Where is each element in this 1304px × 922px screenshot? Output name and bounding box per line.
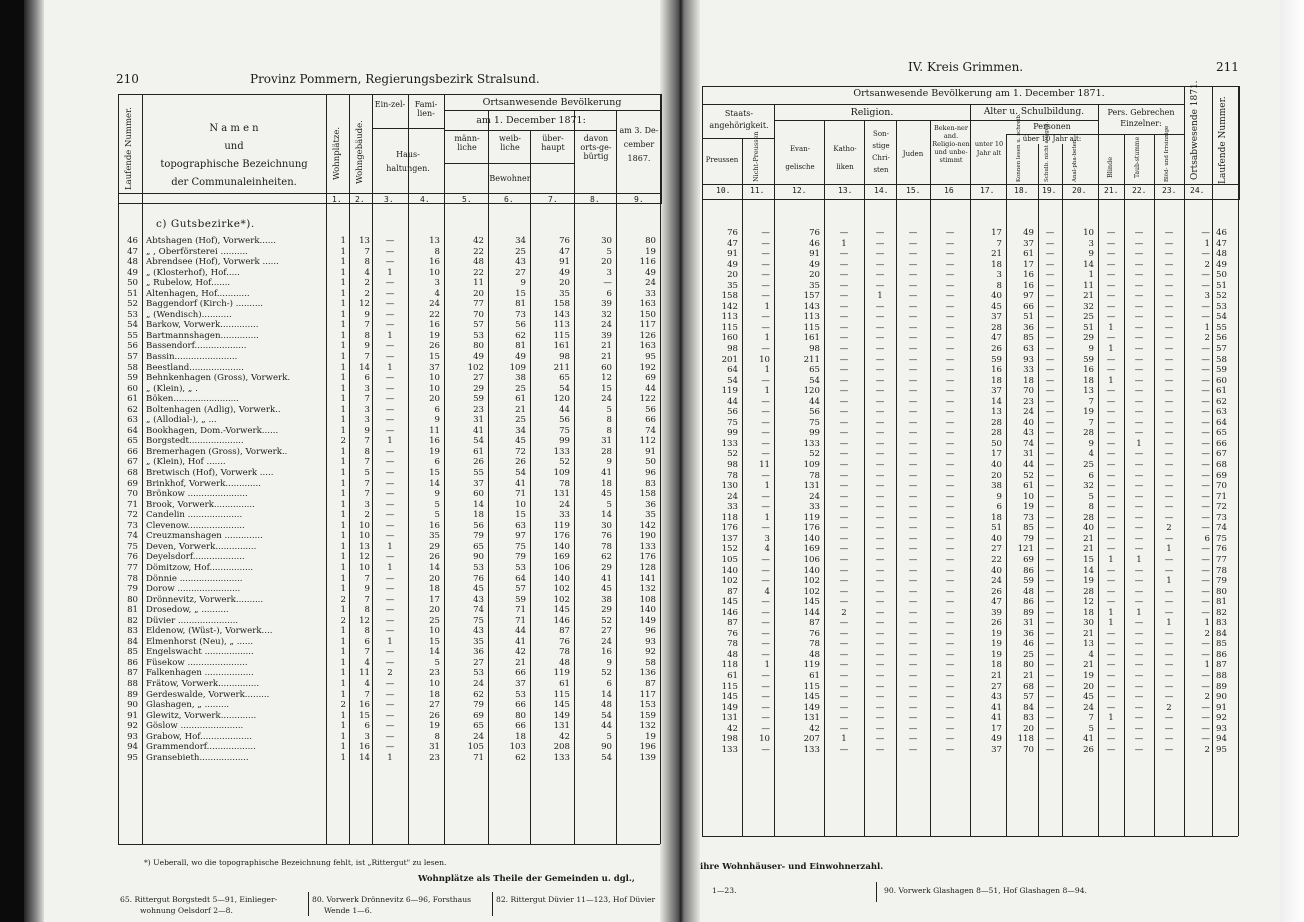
col-analph: 10 3 9 14 1 11 21 32 25 51 29 9 59 16 18 13 7 19 7 28 9 4 25 6 32 5 8 28 40 21 21 15 14 19 28 12 18 30 21 13 4 21 19 20 45 24 7 5 41 26 (1083, 228, 1094, 755)
col-taubstumme: — — — — — — — — — — — — — — — — — — — — 1 — — — — — — — — — — 1 — — — — 1 — — — — — — — — — — — — — (1134, 228, 1144, 755)
col-familien: 13 8 16 10 3 4 24 22 16 19 26 15 37 10 10 20 6 9 11 16 19 6 15 14 9 5 5 16 35 29 26 14 20 18 17 20 25 10 15 14 5 23 10 18 27 26 19 8 31 23 (429, 236, 440, 763)
col-blinde: — — — — — — — — — 1 — 1 — — 1 — — — — — — — — — — — — — — — — 1 — — — — 1 1 — — — — — — — — 1 — — — (1106, 228, 1116, 755)
kath-header: Katho-liken (833, 145, 857, 171)
left-colnum-5: 5. (462, 195, 472, 204)
evang-header: Evan-gelische (785, 145, 815, 171)
col-schulb: — — — — — — — — — — — — — — — — — — — — — — — — — — — — — — — — — — — — — — — — — — — — — — — — — — (1045, 228, 1055, 755)
haushalt-header: Haus-haltungen. (386, 150, 430, 173)
col-weibl: 34 25 43 27 9 15 81 73 56 62 81 49 109 38 25 61 21 25 34 45 72 26 54 41 71 10 15 63 97 75 79 53 64 57 59 71 71 44 41 42 21 66 37 53 66 80 66 18 103 62 (509, 236, 526, 763)
col-juden: — — — — — — — — — — — — — — — — — — — — — — — — — — — — — — — — — — — — — — — — — — — — — — — — — — (908, 228, 918, 755)
right-row-numbers: 46 47 48 49 50 51 52 53 54 55 56 57 58 59 60 61 62 63 64 65 66 67 68 69 70 71 72 73 74 75 76 77 78 79 80 81 82 83 84 85 86 87 88 89 90 91 92 93 94 95 (1216, 228, 1227, 755)
weibl-header: weib-liche (499, 134, 521, 152)
right-colnum-18: 18. (1014, 186, 1029, 195)
sonstige-header: Son-stige Chri-sten (872, 130, 890, 174)
right-bottom-note-2: 90. Vorwerk Glashagen 8—51, Hof Glashagen 8—94. (884, 886, 1087, 895)
bewohner-header: Bewohner (489, 174, 531, 183)
bekenner-header: Beken-ner and. Religio-nen und unbe-stimmt (932, 124, 970, 164)
page-edge (1280, 0, 1304, 922)
bottom-note-2: 80. Vorwerk Drönnevitz 6—96, Forsthaus (312, 895, 471, 904)
ueber10-header: über 10 Jahr alt: (1022, 135, 1082, 143)
left-colnum-4: 4. (420, 195, 430, 204)
col-wohngebaeude: 13 7 8 4 2 2 12 9 7 8 9 7 14 6 3 7 3 3 9 7 8 7 5 7 7 3 2 10 10 13 12 10 7 9 7 8 12 8 6 7 4 11 4 7 16 15 6 3 16 14 (359, 236, 370, 763)
nicht-preussen-header: Nicht-Preussen (752, 131, 760, 182)
col-evangelische: 76 46 91 49 20 35 157 143 113 115 161 98 211 65 54 120 44 56 75 99 133 52 109 78 131 24 33 119 176 140 169 106 140 102 102 145 144 87 76 78 48 119 61 115 145 149 131 42 207 133 (803, 228, 820, 755)
left-row-numbers: 46 47 48 49 50 51 52 53 54 55 56 57 58 59 60 61 62 63 64 65 66 67 68 69 70 71 72 73 74 75 76 77 78 79 80 81 82 83 84 85 86 87 88 89 90 91 92 93 94 95 (127, 236, 138, 763)
maennl-header: männ-liche (454, 134, 480, 152)
personen-header: Personen (1033, 122, 1071, 131)
right-colnum-13: 13. (838, 186, 853, 195)
col-ortsabwesende: — 1 — 2 — — 3 — — 1 2 — — — — — — — — — — — — — — — — — — 6 — — — — — — — 1 2 — — 1 — — 2 — — — — 2 (1201, 228, 1210, 755)
bottom-note-2b: Wende 1—6. (324, 906, 373, 915)
col-einzel: — — — 1 — — — — — 1 — — 1 — — — — — — 1 — — — — — — — — — 1 — 1 — — — — — — 1 — — 2 — — — — — — — 1 (385, 236, 395, 763)
right-top-note: ihre Wohnhäuser- und Einwohnerzahl. (700, 862, 884, 872)
right-colnum-17: 17. (980, 186, 995, 195)
right-colnum-22: 22. (1132, 186, 1147, 195)
preussen-header: Preussen (705, 156, 739, 164)
bloed-header: Blöd- und Irrsinnige (1164, 125, 1170, 182)
right-page-number: 211 (1216, 60, 1239, 74)
ortsabw-header: Ortsabwesende 1871. (1190, 80, 1200, 180)
bottom-note-1b: wohnung Oelsdorf 2—8. (140, 906, 233, 915)
unter10-header: unter 10 Jahr alt (974, 140, 1004, 157)
alter-header: Alter u. Schulbildung. (983, 107, 1085, 117)
right-colnum-16: 16 (944, 186, 954, 195)
right-colnum-10: 10. (716, 186, 731, 195)
blinde-header: Blinde (1106, 156, 1114, 178)
left-colnum-6: 6. (504, 195, 514, 204)
section-title: c) Gutsbezirke*). (156, 218, 255, 230)
religion-header: Religion. (850, 107, 894, 118)
juden-header: Juden (902, 150, 924, 158)
right-laufende-header: Laufende Nummer. (1218, 96, 1228, 184)
bottom-note-1: 65. Rittergut Borgstedt 5—91, Einlieger- (120, 895, 278, 904)
wohnplaetze-note: Wohnplätze als Theile der Gemeinden u. dgl., (418, 874, 635, 884)
left-page-number: 210 (116, 72, 139, 86)
am-dec-header: am 1. December 1871: (476, 115, 586, 126)
col-ueberhaupt: 76 47 91 49 20 35 158 143 113 115 161 98 211 65 54 120 44 56 75 99 133 52 109 78 131 24 33 119 176 140 169 106 140 102 102 145 146 87 76 78 48 119 61 115 145 149 131 42 208 133 (553, 236, 570, 763)
col-wohnplaetze: 1 1 1 1 1 1 1 1 1 1 1 1 1 1 1 1 1 1 1 2 1 1 1 1 1 1 1 1 1 1 1 1 1 1 2 1 2 1 1 1 1 1 1 1 2 1 1 1 1 1 (340, 236, 346, 763)
col-ortsbuertig: 30 5 20 3 — 6 39 32 24 39 21 21 60 12 15 24 5 8 8 31 28 9 41 18 45 5 14 30 76 78 62 29 41 45 38 29 52 27 24 16 9 52 6 14 48 54 44 5 90 54 (601, 236, 612, 763)
einzel-header: Ein-zel- (374, 100, 406, 109)
bottom-note-3: 82. Rittergut Düvier 11—123, Hof Düvier (496, 895, 656, 904)
taub-header: Taub-stumme (1134, 136, 1141, 178)
col-bloedsinnige: — — — — — — — — — — — — — — — — — — — — — — — — — — — — 2 — 1 — — 1 — — — 1 — — — — — — — 2 — — — — (1164, 228, 1174, 755)
right-colnum-21: 21. (1104, 186, 1119, 195)
right-colnum-24: 24. (1190, 186, 1205, 195)
left-namen-header (144, 120, 324, 192)
col-bekenner: — — — — — — — — — — — — — — — — — — — — — — — — — — — — — — — — — — — — — — — — — — — — — — — — — — (945, 228, 955, 755)
wohngebaeude-header: Wohngebäude. (355, 120, 365, 184)
right-colnum-15: 15. (906, 186, 921, 195)
namen-line-1: N a m e n (209, 123, 259, 134)
left-page (44, 0, 660, 922)
left-colnum-2: 2. (355, 195, 365, 204)
left-colnum-9: 9. (634, 195, 644, 204)
right-colnum-20: 20. (1072, 186, 1087, 195)
gebrechen-header: Pers. Gebrechen Einzelner: (1107, 108, 1175, 128)
right-colnum-12: 12. (792, 186, 807, 195)
namen-line-4: der Communaleinheiten. (171, 177, 297, 188)
footnote: *) Ueberall, wo die topographische Bezeichnung fehlt, ist „Rittergut" zu lesen. (144, 858, 447, 867)
schulb-header: Schulb. nicht ausgeg. (1044, 121, 1050, 182)
right-bottom-note-1: 1—23. (712, 886, 737, 895)
right-kreis-title: IV. Kreis Grimmen. (908, 60, 1024, 74)
left-colnum-1: 1. (332, 195, 342, 204)
col-maennl: 42 22 48 22 11 20 77 70 57 53 80 49 102 27 29 59 23 31 41 54 61 26 55 37 60 14 18 56 79 65 90 53 76 45 43 74 75 43 35 36 27 53 24 62 79 69 65 24 105 71 (467, 236, 484, 763)
book-gutter (660, 0, 700, 922)
col-unter10: 17 7 21 18 3 8 40 45 37 28 47 26 59 16 18 37 14 13 28 28 50 17 40 20 38 9 6 18 51 40 27 22 40 24 26 47 39 26 19 19 19 18 21 27 43 41 41 17 49 37 (991, 228, 1002, 755)
left-colnum-7: 7. (548, 195, 558, 204)
right-colnum-11: 11. (750, 186, 765, 195)
am3-header: am 3. De-cember 1867. (619, 126, 659, 163)
ortsanwesende-header: Ortsanwesende Bevölkerung (482, 97, 622, 108)
right-colnum-19: 19. (1042, 186, 1057, 195)
lesen-header: Konnen lesen u. schreib. (1016, 113, 1022, 182)
right-colnum-23: 23. (1162, 186, 1177, 195)
staats-header: Staats-angehörigkeit. (709, 109, 769, 130)
left-colnum-3: 3. (384, 195, 394, 204)
namen-line-2: und (224, 141, 244, 152)
ueberhaupt-header: über-haupt (541, 134, 565, 152)
famil-header: Fami-lien- (414, 100, 438, 118)
right-colnum-14: 14. (874, 186, 889, 195)
col-nicht-preussen: — — — — — — — 1 — — 1 — 10 1 — 1 — — — — — — 11 — 1 — — 1 — 3 4 — — — 4 — — — — — — 1 — — — — — — 10 — (759, 228, 770, 755)
right-ortsanwesende-header: Ortsanwesende Bevölkerung am 1. December 1871. (853, 88, 1105, 99)
namen-line-3: topographische Bezeichnung (160, 159, 308, 170)
binding-edge (0, 0, 24, 922)
col-lesen: 49 37 61 17 16 16 97 66 51 36 85 63 93 33 18 70 23 24 40 43 74 31 44 52 61 10 19 73 85 79 121 69 86 59 48 86 89 31 36 46 25 80 21 68 57 84 83 20 118 70 (1017, 228, 1034, 755)
col-katholiken: — 1 — — — — — — — — — — — — — — — — — — — — — — — — — — — — — — — — — — 2 — — — — — — — — — — — 1 — (839, 228, 849, 755)
binding-shadow (24, 0, 44, 922)
col-sonstige: — — — — — — 1 — — — — — — — — — — — — — — — — — — — — — — — — — — — — — — — — — — — — — — — — — — — (875, 228, 885, 755)
left-names-column: Abtshagen (Hof), Vorwerk...... „ , Oberförsterei .......... Abrendsee (Hof), Vorwerk ...... „ (Klosterhof), Hof..... „ Rubelow, Hof....... Altenhagen, Hof............ Baggendorf (Kirch-) .......... „ (Wendisch)........... Barkow, Vorwerk.............. Bartmannshagen.............. Bassendorf................... Bassin....................... Beestland.................... Behnkenhagen (Gross), Vorwerk. „ (Klein), „ . Böken........................ Boltenhagen (Adlig), Vorwerk.. „ (Allodial-), „ ... Bookhagen, Dom.-Vorwerk...... Borgstedt.................... Bremerhagen (Gross), Vorwerk.. „ (Klein), Hof ....... Bretwisch (Hof), Vorwerk ..... Brinkhof, Vorwerk............. Brönkow ...................... Brook, Vorwerk............... Candelin .................... Clevenow..................... Creuzmanshagen .............. Deven, Vorwerk............... Deyelsdorf................... Dömitzow, Hof................ Dönnie ....................... Dorow ....................... Drönnevitz, Vorwerk.......... Drosedow, „ .......... Düvier ...................... Eldenow, (Wüst-), Vorwerk.... Elmenhorst (Neu), „ ...... Engelswacht .................. Füsekow ...................... Falkenhagen .................. Frätow, Vorwerk............... Gerdeswalde, Vorwerk......... Glashagen, „ ......... Glewitz, Vorwerk............. Göslow ....................... Grabow, Hof................... Grammendorf.................. Gransebieth.................. (146, 236, 291, 763)
col-1867: 80 19 116 49 24 33 163 150 117 126 163 95 192 69 44 122 56 66 74 112 91 50 96 83 158 36 35 142 190 133 176 128 141 132 108 140 149 96 93 92 58 136 87 117 153 159 132 19 196 139 (639, 236, 656, 763)
analph-header: Anal-pha-beten (1072, 139, 1078, 182)
left-page-title: Provinz Pommern, Regierungsbezirk Stralsund. (250, 72, 540, 86)
right-page (700, 0, 1280, 922)
davon-header: davon orts-ge-bürtig (580, 134, 612, 161)
col-preussen: 76 47 91 49 20 35 158 142 113 115 160 98 201 64 54 119 44 56 75 99 133 52 98 78 130 24 33 118 176 137 152 105 140 102 87 145 146 87 76 78 48 118 61 115 145 149 131 42 198 133 (721, 228, 738, 755)
wohnplaetze-header: Wohnplätze. (332, 126, 342, 180)
left-laufende-header: Laufende Nummer. (124, 107, 134, 190)
left-colnum-8: 8. (590, 195, 600, 204)
